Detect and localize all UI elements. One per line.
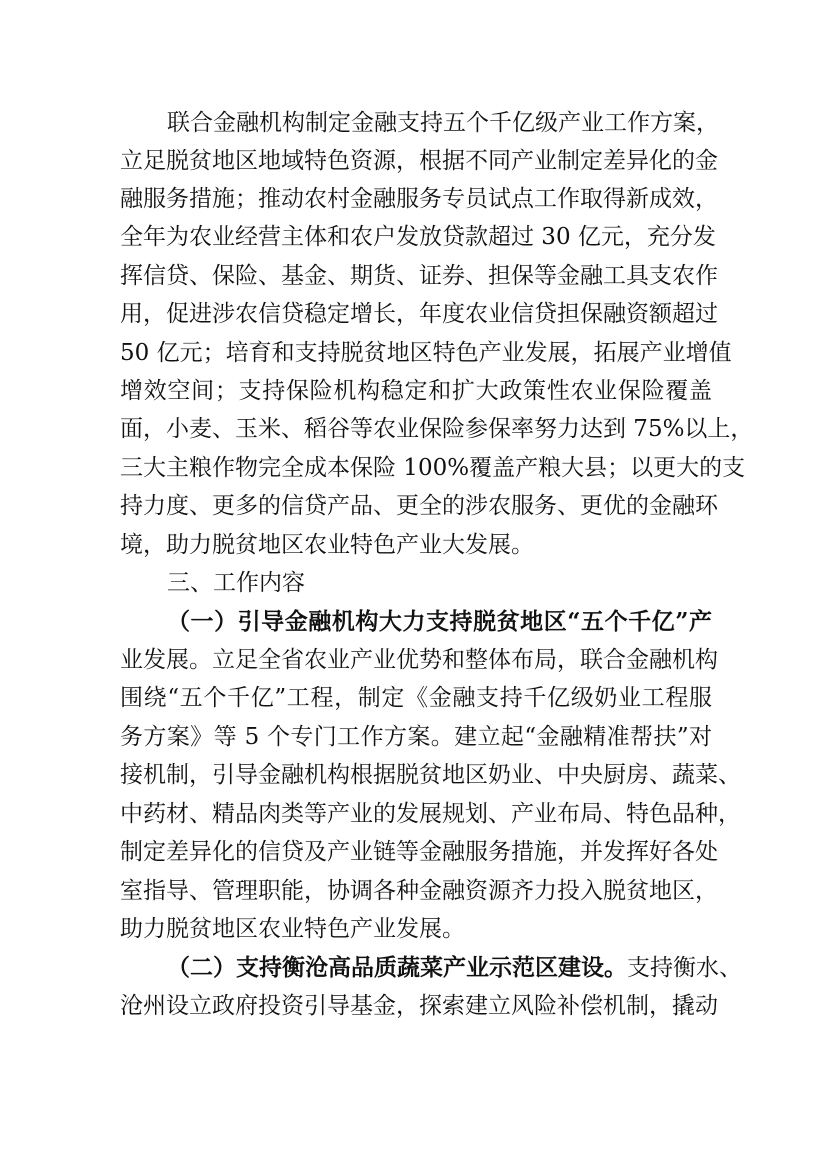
paragraph-line: 室指导、管理职能，协调各种金融资源齐力投入脱贫地区， bbox=[120, 878, 718, 904]
paragraph-line: 挥信贷、保险、基金、期货、证券、担保等金融工具支农作 bbox=[120, 263, 718, 289]
subsection-text: 支持衡水、 bbox=[627, 955, 742, 981]
paragraph-line: 三大主粮作物完全成本保险 100%覆盖产粮大县；以更大的支 bbox=[120, 455, 746, 481]
paragraph-line: 接机制，引导金融机构根据脱贫地区奶业、中央厨房、蔬菜、 bbox=[120, 762, 741, 788]
paragraph-line: 全年为农业经营主体和农户发放贷款超过 30 亿元，充分发 bbox=[120, 224, 716, 250]
paragraph-line: 制定差异化的信贷及产业链等金融服务措施，并发挥好各处 bbox=[120, 839, 718, 865]
paragraph-line: 立足脱贫地区地域特色资源，根据不同产业制定差异化的金 bbox=[120, 148, 718, 174]
section-heading: 三、工作内容 bbox=[167, 570, 305, 596]
paragraph-line: 50 亿元；培育和支持脱贫地区特色产业发展，拓展产业增值 bbox=[120, 340, 732, 366]
paragraph-line: 沧州设立政府投资引导基金，探索建立风险补偿机制，撬动 bbox=[120, 993, 718, 1019]
paragraph-line: 用，促进涉农信贷稳定增长，年度农业信贷担保融资额超过 bbox=[120, 301, 718, 327]
paragraph-line: 融服务措施；推动农村金融服务专员试点工作取得新成效， bbox=[120, 186, 718, 212]
subsection-title: （二）支持衡沧高品质蔬菜产业示范区建设。 bbox=[167, 954, 627, 981]
paragraph-line: 业发展。立足全省农业产业优势和整体布局，联合金融机构 bbox=[120, 647, 718, 673]
paragraph-line: 面，小麦、玉米、稻谷等农业保险参保率努力达到 75%以上， bbox=[120, 416, 754, 442]
subsection-title: （一）引导金融机构大力支持脱贫地区“五个千亿”产 bbox=[167, 608, 712, 635]
paragraph-line: 增效空间；支持保险机构稳定和扩大政策性农业保险覆盖 bbox=[120, 378, 712, 404]
paragraph-line: 助力脱贫地区农业特色产业发展。 bbox=[120, 916, 465, 942]
paragraph-line: 联合金融机构制定金融支持五个千亿级产业工作方案， bbox=[167, 110, 719, 136]
paragraph-line: 持力度、更多的信贷产品、更全的涉农服务、更优的金融环 bbox=[120, 493, 718, 519]
paragraph-line: 围绕“五个千亿”工程，制定《金融支持千亿级奶业工程服 bbox=[120, 685, 712, 711]
paragraph-line: 境，助力脱贫地区农业特色产业大发展。 bbox=[120, 532, 534, 558]
paragraph-line: 中药材、精品肉类等产业的发展规划、产业布局、特色品种， bbox=[120, 801, 741, 827]
subsection-line bbox=[167, 953, 742, 983]
paragraph-line: 务方案》等 5 个专门工作方案。建立起“金融精准帮扶”对 bbox=[120, 724, 712, 750]
